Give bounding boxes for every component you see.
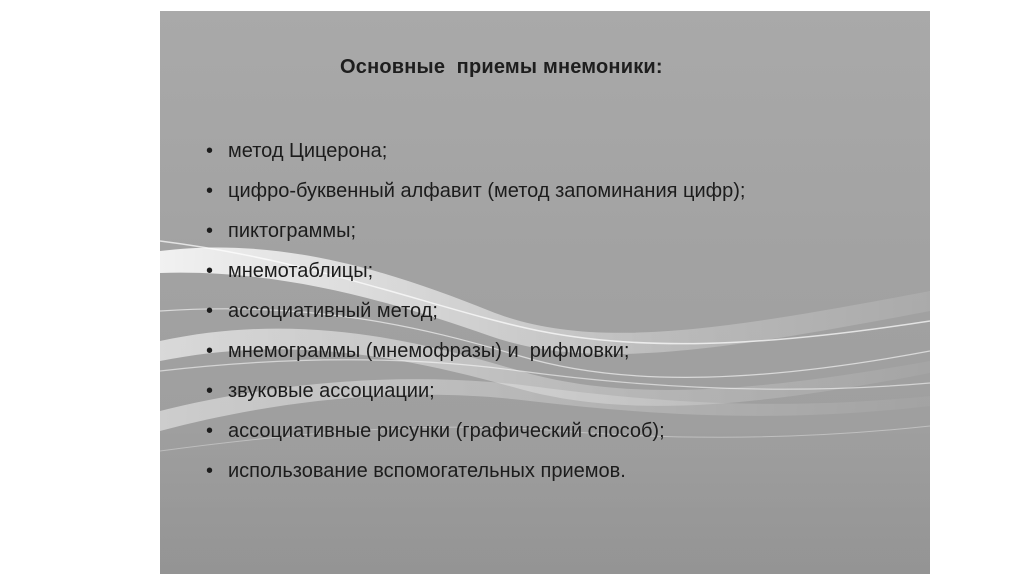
- list-item: [206, 451, 745, 491]
- list-item: [206, 411, 745, 451]
- list-item-text: мнемограммы (мнемофразы) и рифмовки;: [228, 340, 630, 362]
- list-item: [206, 211, 745, 251]
- mnemonics-list: [206, 131, 745, 491]
- bullet-icon: •: [206, 180, 214, 202]
- list-item: [206, 291, 745, 331]
- list-item: [206, 331, 745, 371]
- list-item-text: звуковые ассоциации;: [228, 380, 435, 402]
- list-item-text: использование вспомогательных приемов.: [228, 460, 626, 482]
- slide: [160, 11, 930, 574]
- bullet-icon: •: [206, 220, 214, 242]
- slide-title: Основные приемы мнемоники:: [340, 56, 663, 78]
- list-item-text: пиктограммы;: [228, 220, 357, 242]
- list-item-text: ассоциативный метод;: [228, 300, 438, 322]
- bullet-icon: •: [206, 420, 214, 442]
- list-item: [206, 171, 745, 211]
- bullet-icon: •: [206, 260, 214, 282]
- list-item-text: цифро-буквенный алфавит (метод запоминания цифр);: [228, 180, 746, 202]
- list-item: [206, 131, 745, 171]
- bullet-icon: •: [206, 300, 214, 322]
- list-item-text: метод Цицерона;: [228, 140, 388, 162]
- list-item-text: мнемотаблицы;: [228, 260, 374, 282]
- list-item: [206, 371, 745, 411]
- list-item: [206, 251, 745, 291]
- bullet-icon: •: [206, 380, 214, 402]
- bullet-icon: •: [206, 460, 214, 482]
- bullet-icon: •: [206, 140, 214, 162]
- bullet-icon: •: [206, 340, 214, 362]
- list-item-text: ассоциативные рисунки (графический способ);: [228, 420, 665, 442]
